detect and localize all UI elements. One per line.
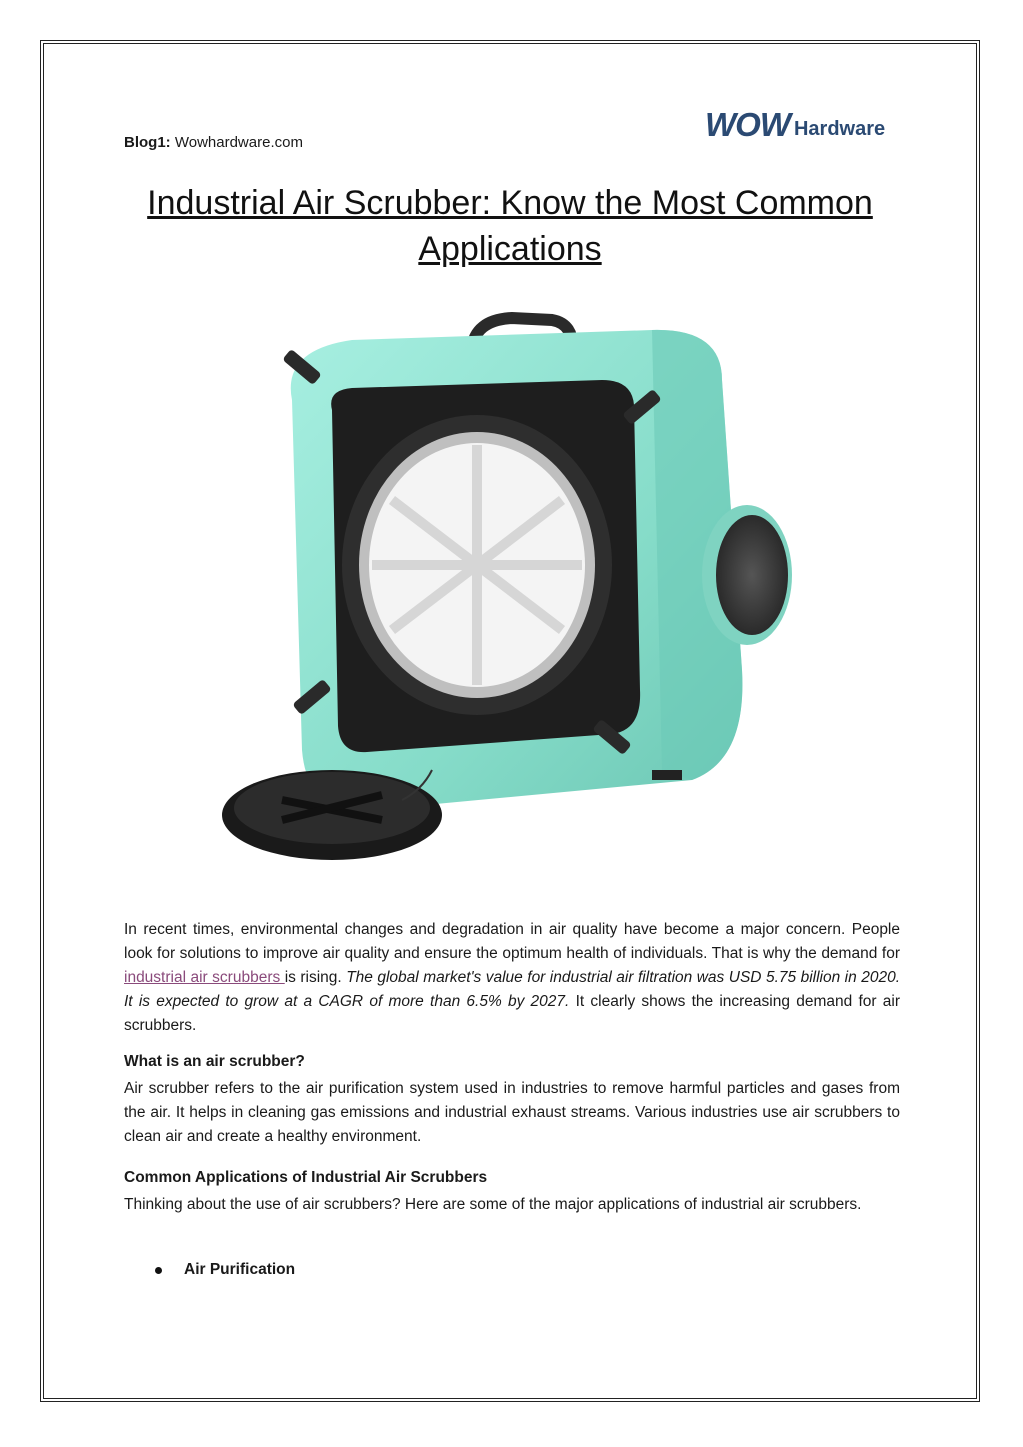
intro-text-3: It clearly shows the increasing demand for air scrubbers. [124,993,900,1034]
intro-text-1: In recent times, environmental changes and degradation in air quality have become a major concern. People look for solutions to improve air quality and ensure the optimum health of individuals. That is why the demand for [124,921,900,962]
blog-label: Blog1: [124,134,171,151]
bullet-item [155,1261,295,1279]
article-title: Industrial Air Scrubber: Know the Most Common Applications [147,184,873,268]
bullet-label: Air Purification [184,1261,296,1278]
common-paragraph: Thinking about the use of air scrubbers? Here are some of the major applications of industrial air scrubbers. [124,1196,862,1213]
intro-text-2: is rising. [284,969,347,986]
bullet-dot-icon [155,1267,162,1274]
what-heading: What is an air scrubber? [124,1053,305,1070]
industrial-air-scrubbers-link[interactable]: industrial air scrubbers [124,969,285,986]
intro-paragraph [124,918,900,1038]
logo-wow: WOW [705,106,790,143]
logo-hardware: Hardware [793,118,886,140]
blog-line [124,134,303,151]
intro-italic: The global market's value for industrial air filtration was USD 5.75 billion in 2020. It is expected to grow at a CAGR of more than 6.5% by 2027. [124,969,900,1010]
what-paragraph: Air scrubber refers to the air purification system used in industries to remove harmful particles and gases from the air. It helps in cleaning gas emissions and industrial exhaust streams. Various industries use air scrubbers to clean air and create a healthy environment. [124,1080,900,1145]
air-scrubber-image [222,290,802,880]
common-applications-heading: Common Applications of Industrial Air Scrubbers [124,1169,488,1186]
wow-hardware-logo [705,108,885,141]
blog-site: Wowhardware.com [174,134,303,151]
